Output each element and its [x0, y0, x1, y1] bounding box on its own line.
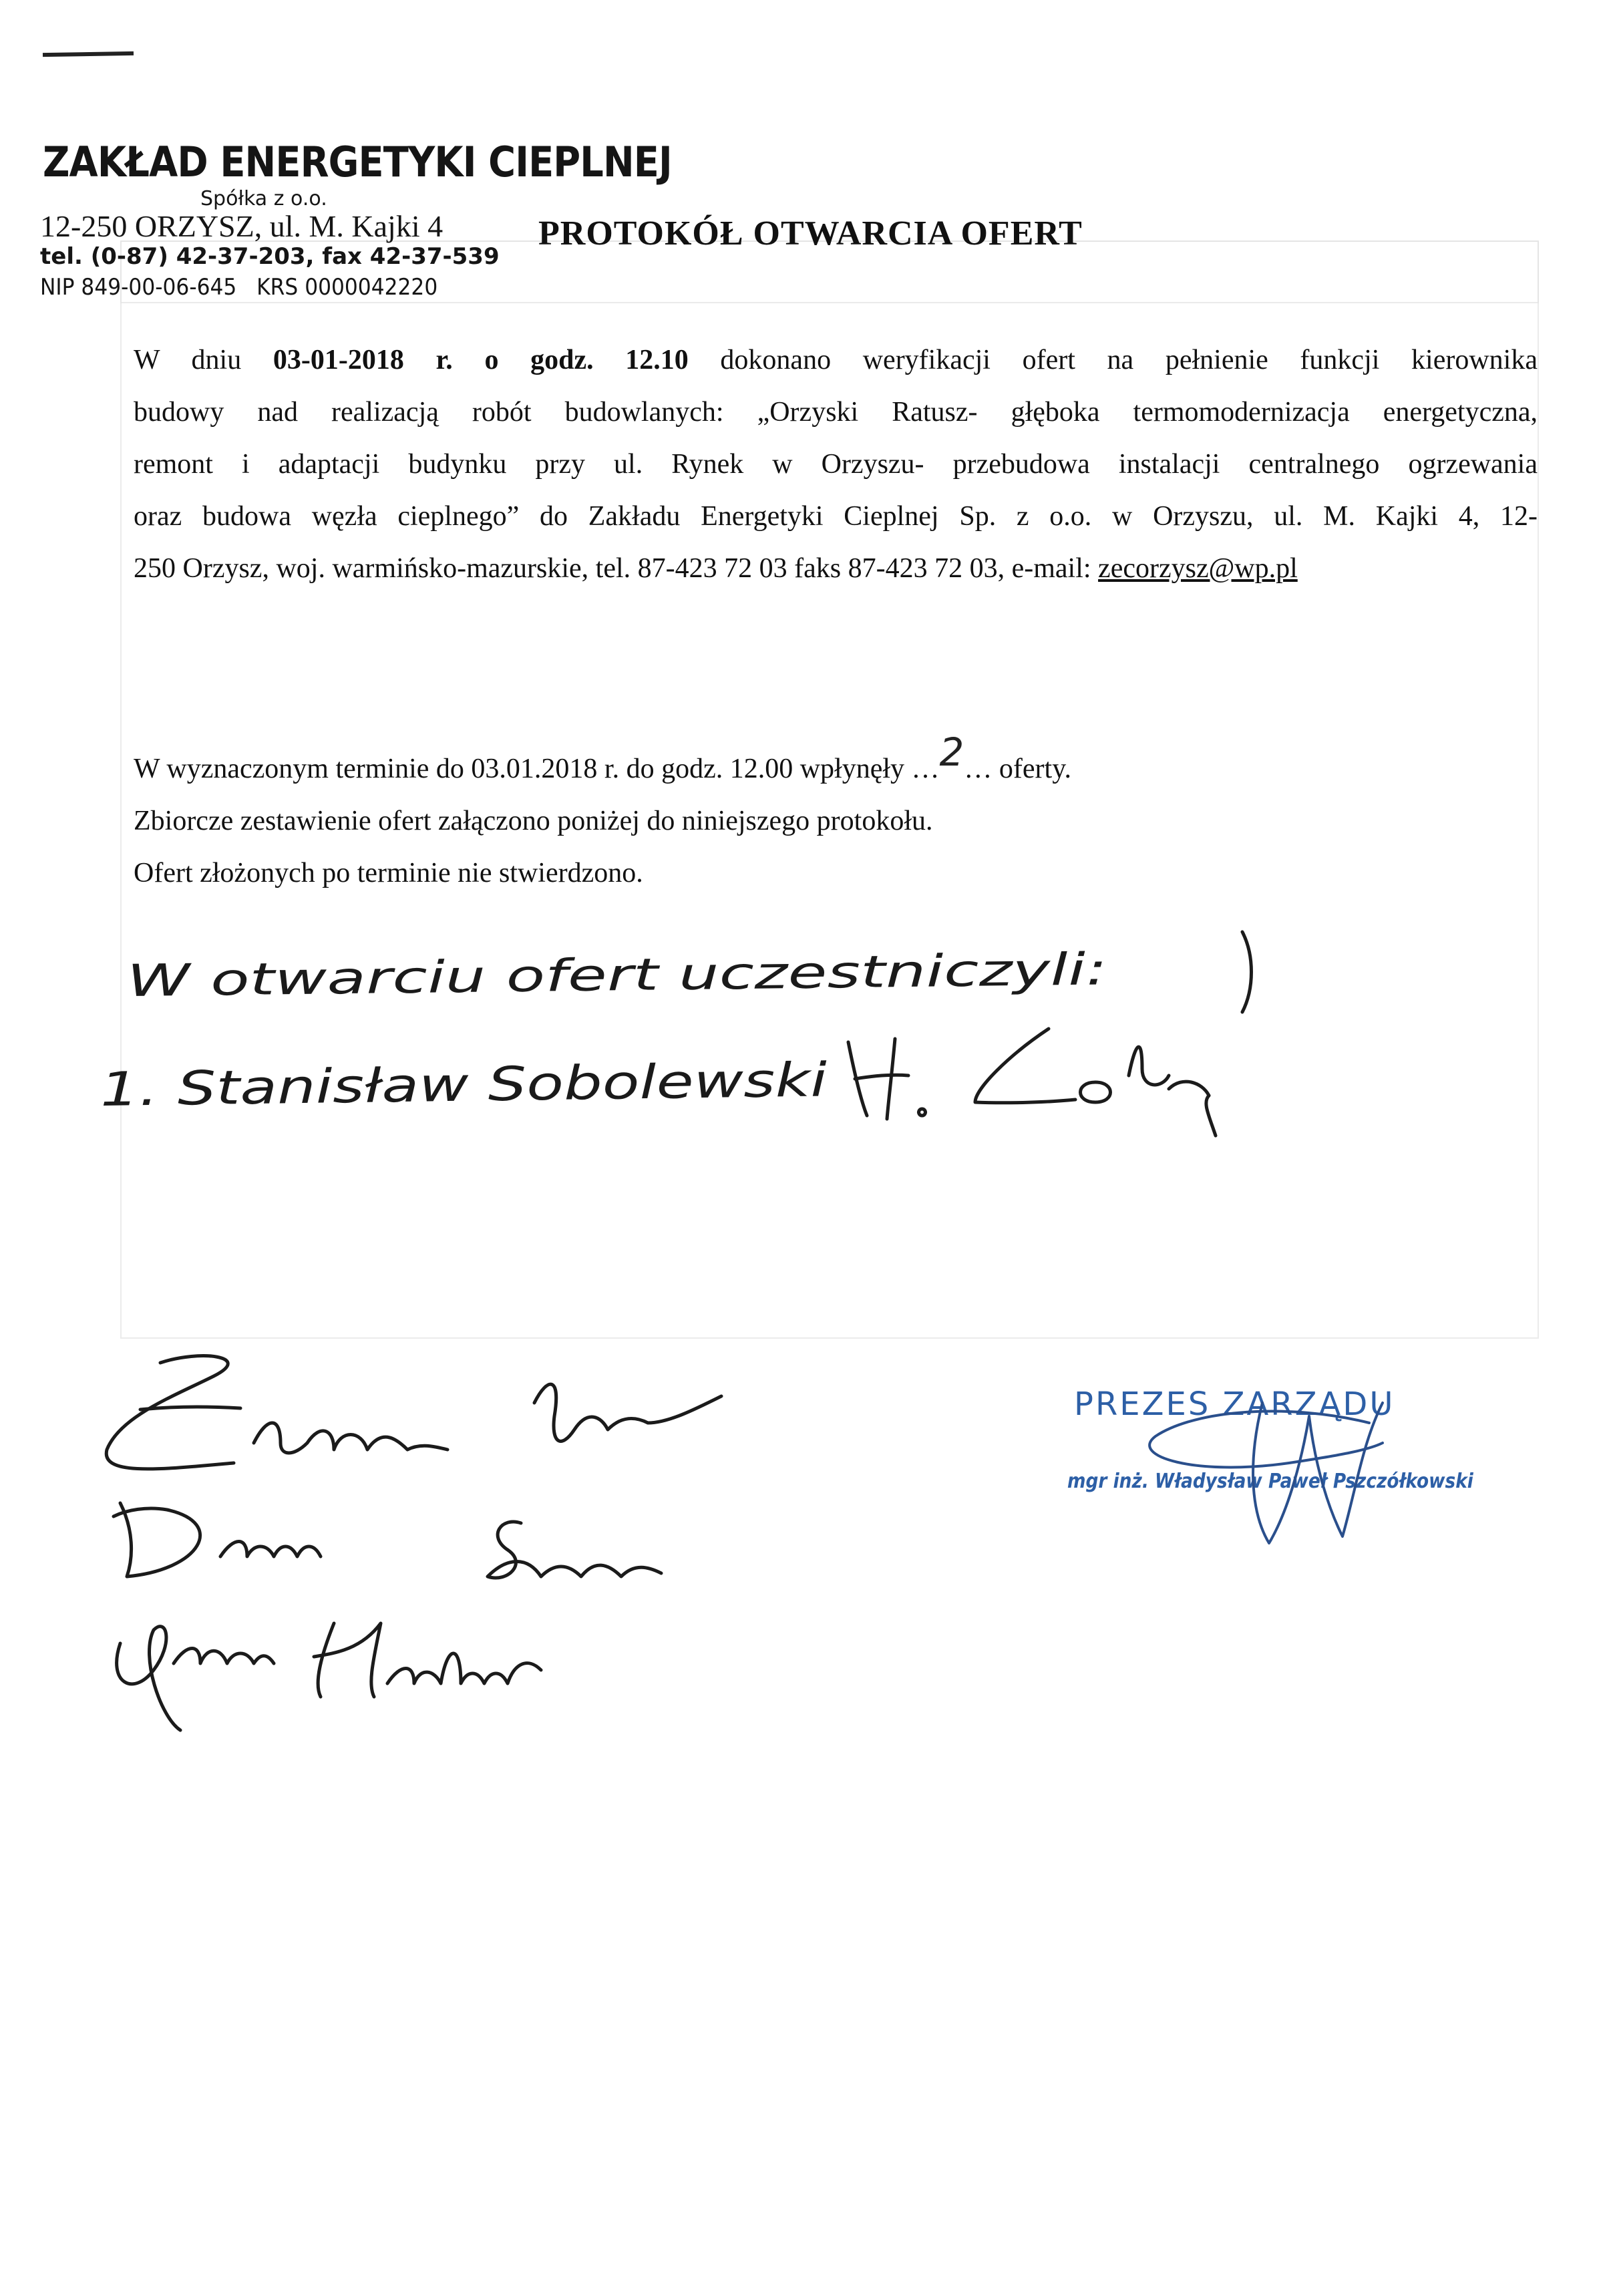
email-link[interactable]: zecorzysz@wp.pl	[1098, 553, 1298, 584]
intro-date: 03-01-2018 r. o godz. 12.10	[273, 345, 689, 375]
stamp-krs: KRS 0000042220	[256, 274, 438, 301]
signature-block-title: PREZES ZARZĄDU	[1074, 1385, 1395, 1423]
offers-line-3: Ofert złożonych po terminie nie stwierdzono.	[134, 858, 643, 888]
stamp-address: 12-250 ORZYSZ, ul. M. Kajki 4	[40, 209, 443, 243]
intro-line-2: budowy nad realizacją robót budowlanych: „Orzyski Ratusz- głęboka termomodernizacja energetyczna,	[134, 397, 1538, 428]
intro-line-5: 250 Orzysz, woj. warmińsko-mazurskie, tel. 87-423 72 03 faks 87-423 72 03, e-mail: zecorzysz@wp.pl	[134, 553, 1298, 584]
member-signature-1	[80, 1349, 735, 1496]
chairman-signature	[1089, 1376, 1436, 1550]
intro-line-3: remont i adaptacji budynku przy ul. Rynek w Orzyszu- przebudowa instalacji centralnego ogrzewania	[134, 449, 1538, 480]
stamp-legal-form: Spółka z o.o.	[200, 187, 327, 210]
corner-dash	[43, 51, 134, 57]
offers-line-1: W wyznaczonym terminie do 03.01.2018 r. do godz. 12.00 wpłynęły …2… oferty.	[134, 729, 1071, 784]
signature-block-name: mgr inż. Władysław Paweł Pszczółkowski	[1067, 1470, 1473, 1493]
stamp-phone-fax: tel. (0-87) 42-37-203, fax 42-37-539	[40, 243, 500, 270]
handwritten-bracket	[1236, 929, 1262, 1015]
handwritten-participants-heading: W otwarciu ofert uczestniczyli:	[126, 943, 1108, 1007]
intro-paragraph	[134, 334, 1538, 595]
offers-paragraph	[134, 729, 1538, 899]
participant-1-signature	[835, 1002, 1236, 1162]
member-signature-3	[94, 1603, 641, 1750]
document-title: PROTOKÓŁ OTWARCIA OFERT	[538, 214, 1083, 253]
intro-line-4: oraz budowa węzła cieplnego” do Zakładu Energetyki Cieplnej Sp. z o.o. w Orzyszu, ul. M. Kajki 4, 12-	[134, 501, 1538, 532]
stamp-registry	[40, 274, 437, 301]
handwritten-participant-1: 1. Stanisław Sobolewski	[100, 1052, 828, 1117]
stamp-company-name: ZAKŁAD ENERGETYKI CIEPLNEJ	[43, 138, 672, 186]
intro-line-1: W dniu 03-01-2018 r. o godz. 12.10 dokonano weryfikacji ofert na pełnienie funkcji kierownika	[134, 345, 1538, 375]
member-signature-2	[94, 1490, 668, 1590]
offers-line-2: Zbiorcze zestawienie ofert załączono poniżej do niniejszego protokołu.	[134, 806, 933, 836]
offers-count-handwritten: 2	[939, 729, 964, 775]
stamp-nip: NIP 849-00-06-645	[40, 274, 237, 301]
